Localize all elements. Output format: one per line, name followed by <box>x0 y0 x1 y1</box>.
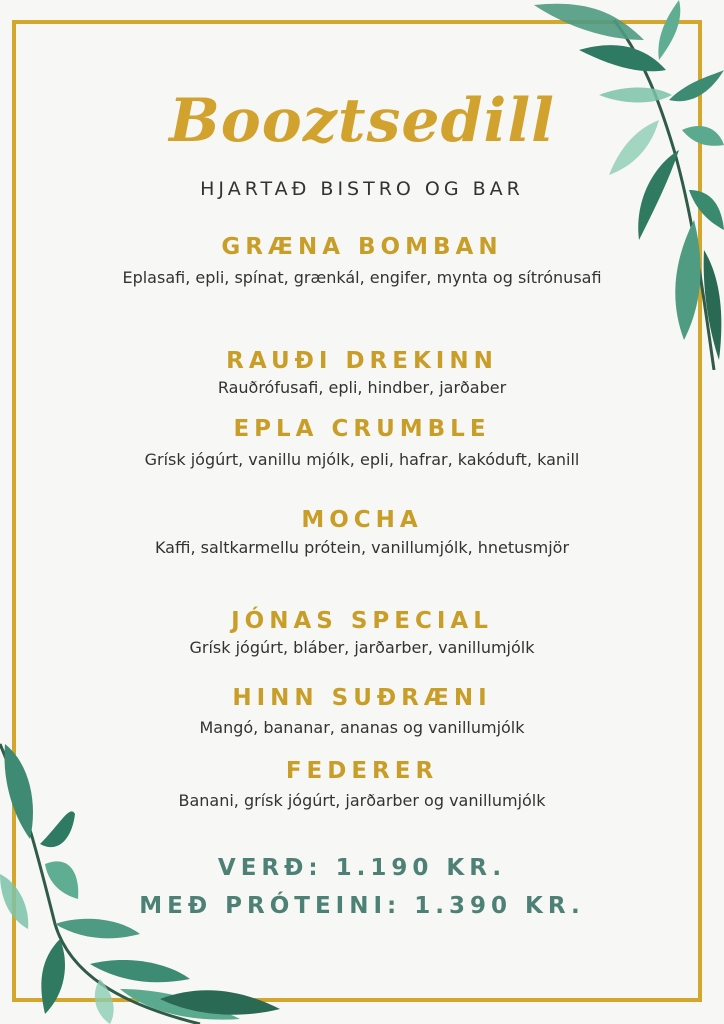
leaves-top-right-icon <box>404 0 724 370</box>
item-name-epla-crumble: EPLA CRUMBLE <box>233 416 491 442</box>
leaves-bottom-left-icon <box>0 724 300 1024</box>
item-desc-raudi-drekinn: Rauðrófusafi, epli, hindber, jarðaber <box>217 378 507 397</box>
item-name-hinn-sudraeni: HINN SUÐRÆNI <box>232 685 492 711</box>
price-protein-line: MEÐ PRÓTEINI: 1.390 KR. <box>139 893 585 919</box>
item-desc-hinn-sudraeni: Mangó, bananar, ananas og vanillumjólk <box>199 718 525 737</box>
item-name-jonas-special: JÓNAS SPECIAL <box>231 608 493 634</box>
item-name-graena-bomban: GRÆNA BOMBAN <box>221 234 503 260</box>
restaurant-name: HJARTAÐ BISTRO OG BAR <box>200 178 524 200</box>
item-name-mocha: MOCHA <box>301 507 423 533</box>
item-desc-epla-crumble: Grísk jógúrt, vanillu mjólk, epli, hafrar, kakóduft, kanill <box>144 450 580 469</box>
item-desc-jonas-special: Grísk jógúrt, bláber, jarðarber, vanillumjólk <box>189 638 535 657</box>
item-name-federer: FEDERER <box>285 758 439 784</box>
item-desc-mocha: Kaffi, saltkarmellu prótein, vanillumjólk, hnetusmjör <box>154 538 570 557</box>
item-desc-federer: Banani, grísk jógúrt, jarðarber og vanillumjólk <box>178 791 546 810</box>
price-line: VERÐ: 1.190 KR. <box>217 855 507 881</box>
menu-title: Booztsedill <box>169 86 555 156</box>
item-desc-graena-bomban: Eplasafi, epli, spínat, grænkál, engifer, mynta og sítrónusafi <box>122 268 602 287</box>
item-name-raudi-drekinn: RAUÐI DREKINN <box>226 348 498 374</box>
